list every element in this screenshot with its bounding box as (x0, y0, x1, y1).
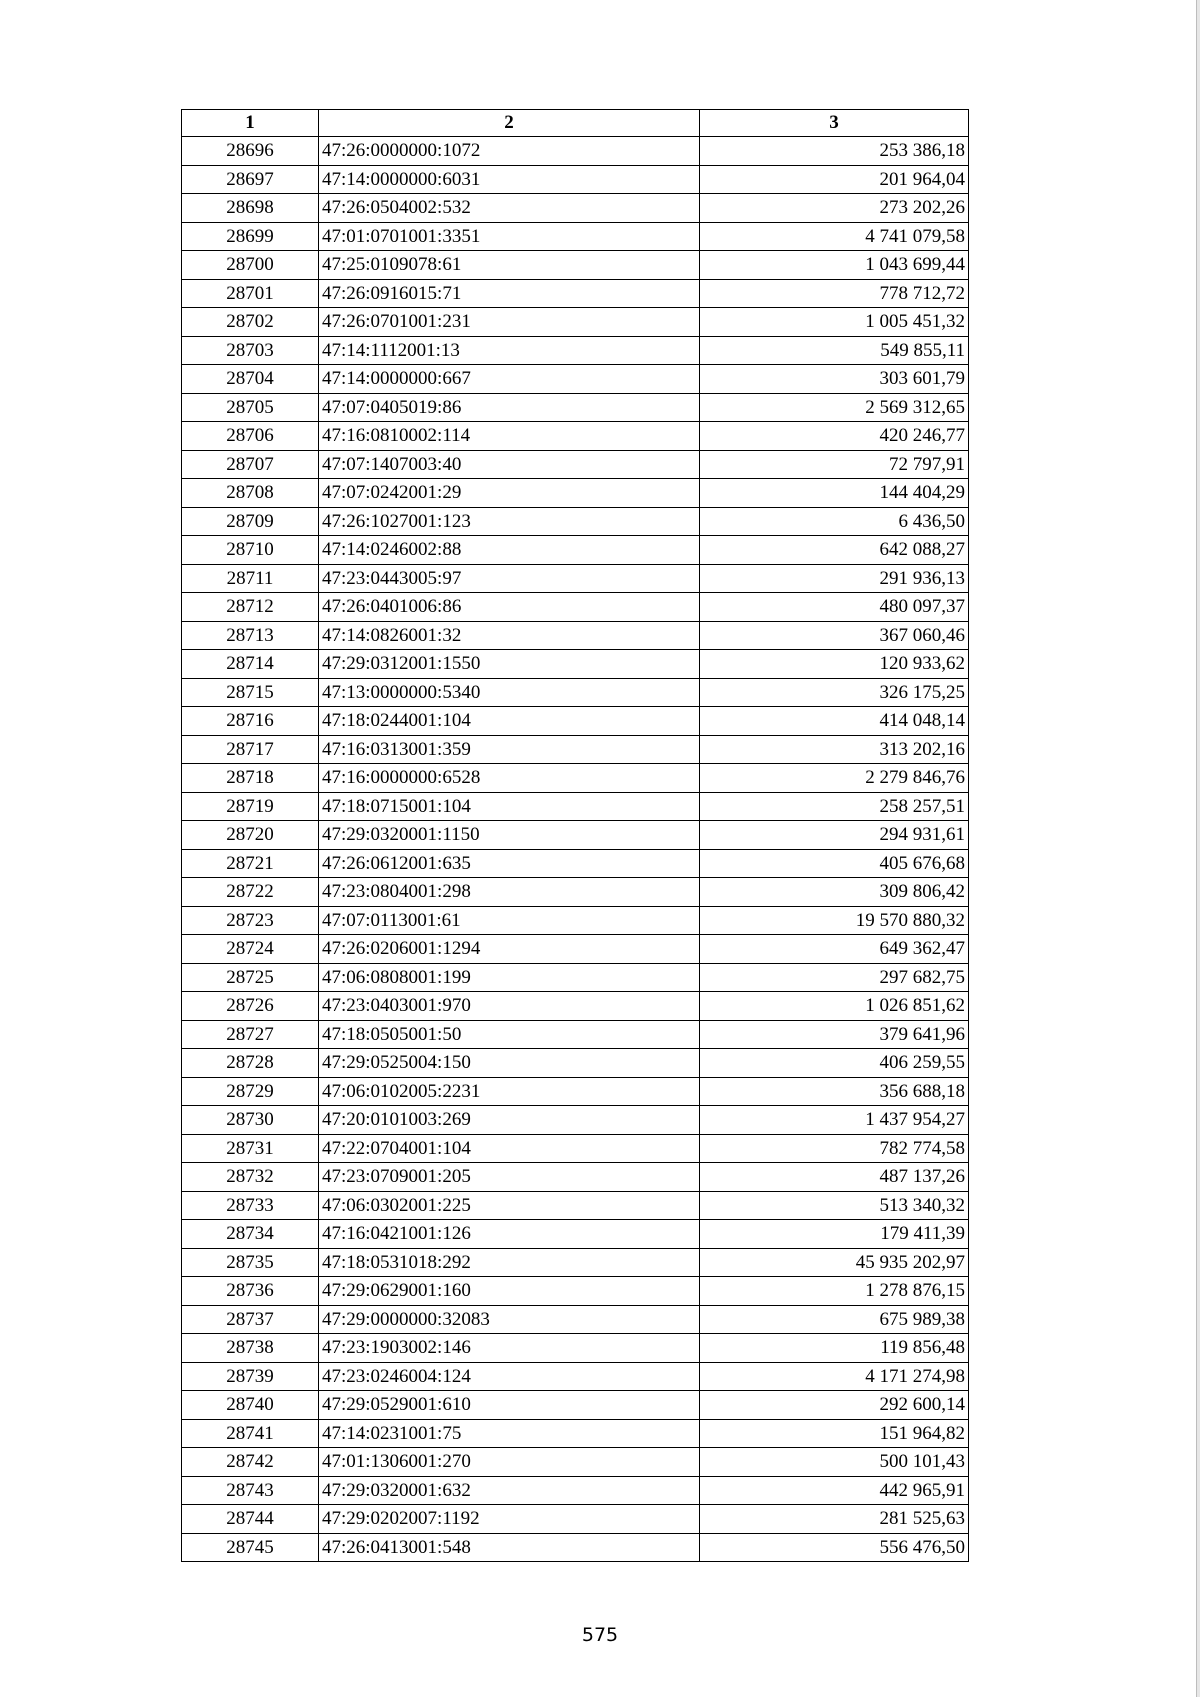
cadastral-number-cell: 47:14:1112001:13 (319, 336, 700, 365)
table-row (182, 1020, 969, 1049)
row-number-cell: 28701 (182, 279, 319, 308)
cadastral-value-cell: 303 601,79 (700, 365, 969, 394)
row-number-cell: 28711 (182, 564, 319, 593)
row-number-cell: 28699 (182, 222, 319, 251)
row-number-cell: 28718 (182, 764, 319, 793)
row-number-cell: 28732 (182, 1163, 319, 1192)
row-number-cell: 28733 (182, 1191, 319, 1220)
table-row (182, 450, 969, 479)
table-row (182, 393, 969, 422)
cadastral-number-cell: 47:22:0704001:104 (319, 1134, 700, 1163)
cadastral-value-cell: 294 931,61 (700, 821, 969, 850)
row-number-cell: 28740 (182, 1391, 319, 1420)
table-row (182, 1533, 969, 1562)
table-row (182, 479, 969, 508)
table-row (182, 593, 969, 622)
cadastral-value-cell: 1 026 851,62 (700, 992, 969, 1021)
cadastral-value-cell: 19 570 880,32 (700, 906, 969, 935)
cadastral-number-cell: 47:18:0505001:50 (319, 1020, 700, 1049)
row-number-cell: 28731 (182, 1134, 319, 1163)
row-number-cell: 28743 (182, 1476, 319, 1505)
cadastral-number-cell: 47:23:0709001:205 (319, 1163, 700, 1192)
cadastral-number-cell: 47:14:0246002:88 (319, 536, 700, 565)
cadastral-value-cell: 120 933,62 (700, 650, 969, 679)
table-row (182, 1220, 969, 1249)
row-number-cell: 28721 (182, 849, 319, 878)
cadastral-value-cell: 144 404,29 (700, 479, 969, 508)
row-number-cell: 28745 (182, 1533, 319, 1562)
cadastral-value-cell: 297 682,75 (700, 963, 969, 992)
cadastral-number-cell: 47:01:0701001:3351 (319, 222, 700, 251)
cadastral-number-cell: 47:26:0504002:532 (319, 194, 700, 223)
cadastral-number-cell: 47:26:0701001:231 (319, 308, 700, 337)
cadastral-number-cell: 47:16:0421001:126 (319, 1220, 700, 1249)
row-number-cell: 28698 (182, 194, 319, 223)
cadastral-value-cell: 556 476,50 (700, 1533, 969, 1562)
row-number-cell: 28729 (182, 1077, 319, 1106)
cadastral-value-cell: 292 600,14 (700, 1391, 969, 1420)
table-row (182, 1391, 969, 1420)
row-number-cell: 28725 (182, 963, 319, 992)
cadastral-value-cell: 1 043 699,44 (700, 251, 969, 280)
cadastral-table (181, 109, 969, 1562)
table-row (182, 222, 969, 251)
row-number-cell: 28744 (182, 1505, 319, 1534)
cadastral-value-cell: 4 171 274,98 (700, 1362, 969, 1391)
table-row (182, 1334, 969, 1363)
row-number-cell: 28712 (182, 593, 319, 622)
page-edge (1196, 0, 1200, 1697)
row-number-cell: 28739 (182, 1362, 319, 1391)
cadastral-value-cell: 72 797,91 (700, 450, 969, 479)
cadastral-number-cell: 47:26:0916015:71 (319, 279, 700, 308)
cadastral-value-cell: 4 741 079,58 (700, 222, 969, 251)
table-row (182, 194, 969, 223)
row-number-cell: 28706 (182, 422, 319, 451)
cadastral-value-cell: 405 676,68 (700, 849, 969, 878)
cadastral-number-cell: 47:16:0313001:359 (319, 735, 700, 764)
cadastral-value-cell: 778 712,72 (700, 279, 969, 308)
cadastral-number-cell: 47:29:0529001:610 (319, 1391, 700, 1420)
table-row (182, 1448, 969, 1477)
cadastral-number-cell: 47:14:0000000:667 (319, 365, 700, 394)
cadastral-number-cell: 47:06:0302001:225 (319, 1191, 700, 1220)
table-row (182, 1476, 969, 1505)
cadastral-value-cell: 442 965,91 (700, 1476, 969, 1505)
cadastral-value-cell: 379 641,96 (700, 1020, 969, 1049)
table-row (182, 1191, 969, 1220)
table-row (182, 878, 969, 907)
row-number-cell: 28700 (182, 251, 319, 280)
row-number-cell: 28737 (182, 1305, 319, 1334)
table-row (182, 1277, 969, 1306)
cadastral-number-cell: 47:26:0612001:635 (319, 849, 700, 878)
cadastral-number-cell: 47:29:0525004:150 (319, 1049, 700, 1078)
table-row (182, 849, 969, 878)
cadastral-number-cell: 47:06:0808001:199 (319, 963, 700, 992)
cadastral-number-cell: 47:13:0000000:5340 (319, 678, 700, 707)
cadastral-number-cell: 47:26:0413001:548 (319, 1533, 700, 1562)
cadastral-value-cell: 309 806,42 (700, 878, 969, 907)
cadastral-value-cell: 1 005 451,32 (700, 308, 969, 337)
cadastral-number-cell: 47:18:0244001:104 (319, 707, 700, 736)
cadastral-value-cell: 782 774,58 (700, 1134, 969, 1163)
cadastral-number-cell: 47:26:0401006:86 (319, 593, 700, 622)
cadastral-value-cell: 291 936,13 (700, 564, 969, 593)
cadastral-number-cell: 47:29:0202007:1192 (319, 1505, 700, 1534)
table-row (182, 707, 969, 736)
cadastral-number-cell: 47:16:0810002:114 (319, 422, 700, 451)
table-row (182, 1362, 969, 1391)
row-number-cell: 28708 (182, 479, 319, 508)
cadastral-number-cell: 47:23:0804001:298 (319, 878, 700, 907)
row-number-cell: 28707 (182, 450, 319, 479)
cadastral-number-cell: 47:01:1306001:270 (319, 1448, 700, 1477)
table-row (182, 935, 969, 964)
row-number-cell: 28714 (182, 650, 319, 679)
table-row (182, 906, 969, 935)
cadastral-value-cell: 281 525,63 (700, 1505, 969, 1534)
row-number-cell: 28736 (182, 1277, 319, 1306)
cadastral-value-cell: 45 935 202,97 (700, 1248, 969, 1277)
column-header-3: 3 (700, 110, 969, 137)
row-number-cell: 28724 (182, 935, 319, 964)
cadastral-number-cell: 47:07:1407003:40 (319, 450, 700, 479)
table-row (182, 1106, 969, 1135)
row-number-cell: 28704 (182, 365, 319, 394)
row-number-cell: 28715 (182, 678, 319, 707)
table-row (182, 1163, 969, 1192)
table-row (182, 422, 969, 451)
row-number-cell: 28719 (182, 792, 319, 821)
cadastral-number-cell: 47:14:0000000:6031 (319, 165, 700, 194)
table-row (182, 1248, 969, 1277)
cadastral-value-cell: 356 688,18 (700, 1077, 969, 1106)
row-number-cell: 28742 (182, 1448, 319, 1477)
cadastral-number-cell: 47:14:0231001:75 (319, 1419, 700, 1448)
row-number-cell: 28728 (182, 1049, 319, 1078)
table-row (182, 1505, 969, 1534)
table-row (182, 564, 969, 593)
table-row (182, 792, 969, 821)
cadastral-number-cell: 47:06:0102005:2231 (319, 1077, 700, 1106)
cadastral-value-cell: 549 855,11 (700, 336, 969, 365)
table-row (182, 536, 969, 565)
row-number-cell: 28709 (182, 507, 319, 536)
row-number-cell: 28735 (182, 1248, 319, 1277)
row-number-cell: 28710 (182, 536, 319, 565)
table-row (182, 336, 969, 365)
cadastral-value-cell: 675 989,38 (700, 1305, 969, 1334)
row-number-cell: 28726 (182, 992, 319, 1021)
cadastral-number-cell: 47:23:1903002:146 (319, 1334, 700, 1363)
table-row (182, 507, 969, 536)
table-row (182, 678, 969, 707)
cadastral-number-cell: 47:29:0000000:32083 (319, 1305, 700, 1334)
table-header-row (182, 110, 969, 137)
row-number-cell: 28734 (182, 1220, 319, 1249)
cadastral-number-cell: 47:26:1027001:123 (319, 507, 700, 536)
cadastral-value-cell: 1 278 876,15 (700, 1277, 969, 1306)
cadastral-value-cell: 6 436,50 (700, 507, 969, 536)
cadastral-number-cell: 47:16:0000000:6528 (319, 764, 700, 793)
table-row (182, 821, 969, 850)
row-number-cell: 28723 (182, 906, 319, 935)
row-number-cell: 28720 (182, 821, 319, 850)
cadastral-number-cell: 47:26:0206001:1294 (319, 935, 700, 964)
table-row (182, 1134, 969, 1163)
table-row (182, 365, 969, 394)
cadastral-value-cell: 201 964,04 (700, 165, 969, 194)
cadastral-value-cell: 326 175,25 (700, 678, 969, 707)
row-number-cell: 28696 (182, 137, 319, 166)
cadastral-number-cell: 47:29:0629001:160 (319, 1277, 700, 1306)
table-row (182, 251, 969, 280)
table-row (182, 1049, 969, 1078)
cadastral-value-cell: 420 246,77 (700, 422, 969, 451)
table-row (182, 621, 969, 650)
table-row (182, 963, 969, 992)
cadastral-number-cell: 47:07:0242001:29 (319, 479, 700, 508)
cadastral-value-cell: 414 048,14 (700, 707, 969, 736)
cadastral-number-cell: 47:29:0312001:1550 (319, 650, 700, 679)
table-row (182, 165, 969, 194)
cadastral-number-cell: 47:29:0320001:632 (319, 1476, 700, 1505)
row-number-cell: 28703 (182, 336, 319, 365)
table-row (182, 650, 969, 679)
table-row (182, 764, 969, 793)
cadastral-value-cell: 406 259,55 (700, 1049, 969, 1078)
table-row (182, 1419, 969, 1448)
cadastral-value-cell: 119 856,48 (700, 1334, 969, 1363)
cadastral-value-cell: 2 279 846,76 (700, 764, 969, 793)
table-row (182, 279, 969, 308)
cadastral-number-cell: 47:18:0531018:292 (319, 1248, 700, 1277)
cadastral-number-cell: 47:26:0000000:1072 (319, 137, 700, 166)
cadastral-value-cell: 649 362,47 (700, 935, 969, 964)
cadastral-value-cell: 367 060,46 (700, 621, 969, 650)
cadastral-value-cell: 2 569 312,65 (700, 393, 969, 422)
table-row (182, 308, 969, 337)
cadastral-number-cell: 47:20:0101003:269 (319, 1106, 700, 1135)
cadastral-number-cell: 47:14:0826001:32 (319, 621, 700, 650)
cadastral-number-cell: 47:23:0246004:124 (319, 1362, 700, 1391)
row-number-cell: 28697 (182, 165, 319, 194)
row-number-cell: 28716 (182, 707, 319, 736)
column-header-1: 1 (182, 110, 319, 137)
cadastral-number-cell: 47:07:0113001:61 (319, 906, 700, 935)
cadastral-value-cell: 273 202,26 (700, 194, 969, 223)
cadastral-value-cell: 480 097,37 (700, 593, 969, 622)
cadastral-value-cell: 513 340,32 (700, 1191, 969, 1220)
table-row (182, 735, 969, 764)
page-number: 575 (581, 1624, 619, 1646)
table-body (182, 137, 969, 1562)
cadastral-value-cell: 313 202,16 (700, 735, 969, 764)
row-number-cell: 28717 (182, 735, 319, 764)
row-number-cell: 28727 (182, 1020, 319, 1049)
row-number-cell: 28738 (182, 1334, 319, 1363)
row-number-cell: 28713 (182, 621, 319, 650)
row-number-cell: 28702 (182, 308, 319, 337)
cadastral-number-cell: 47:23:0403001:970 (319, 992, 700, 1021)
cadastral-number-cell: 47:23:0443005:97 (319, 564, 700, 593)
cadastral-number-cell: 47:29:0320001:1150 (319, 821, 700, 850)
table-row (182, 137, 969, 166)
cadastral-number-cell: 47:07:0405019:86 (319, 393, 700, 422)
table-row (182, 992, 969, 1021)
row-number-cell: 28741 (182, 1419, 319, 1448)
cadastral-value-cell: 642 088,27 (700, 536, 969, 565)
cadastral-value-cell: 179 411,39 (700, 1220, 969, 1249)
column-header-2: 2 (319, 110, 700, 137)
cadastral-value-cell: 487 137,26 (700, 1163, 969, 1192)
table-row (182, 1077, 969, 1106)
table-row (182, 1305, 969, 1334)
cadastral-value-cell: 1 437 954,27 (700, 1106, 969, 1135)
row-number-cell: 28705 (182, 393, 319, 422)
cadastral-value-cell: 500 101,43 (700, 1448, 969, 1477)
cadastral-value-cell: 151 964,82 (700, 1419, 969, 1448)
row-number-cell: 28730 (182, 1106, 319, 1135)
cadastral-number-cell: 47:25:0109078:61 (319, 251, 700, 280)
row-number-cell: 28722 (182, 878, 319, 907)
cadastral-value-cell: 258 257,51 (700, 792, 969, 821)
cadastral-value-cell: 253 386,18 (700, 137, 969, 166)
cadastral-number-cell: 47:18:0715001:104 (319, 792, 700, 821)
